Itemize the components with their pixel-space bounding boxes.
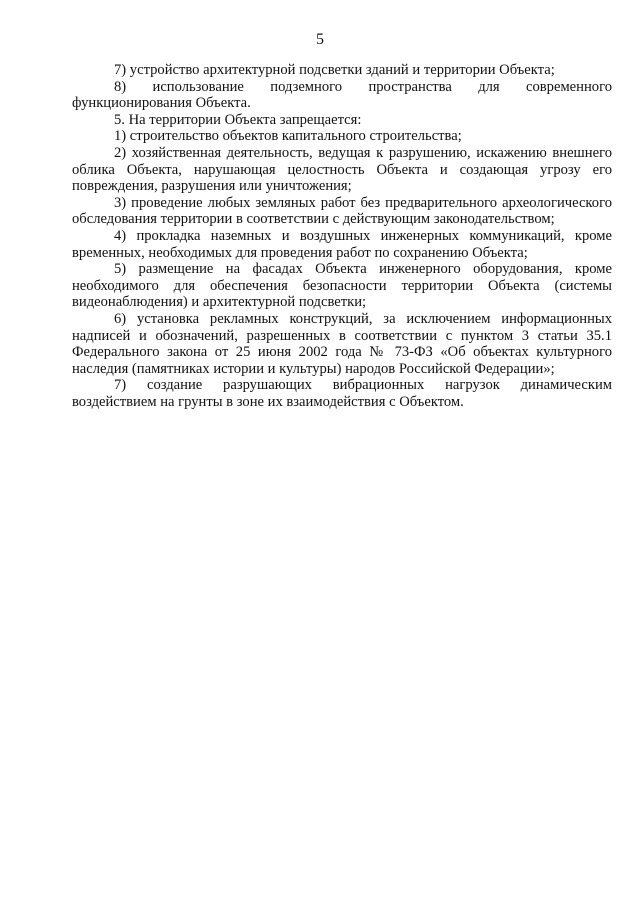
paragraph-prohibition-5: 5) размещение на фасадах Объекта инженерного оборудования, кроме необходимого для обеспечения безопасности территории Объекта (системы видеонаблюдения) и архитектурной подсветки; xyxy=(72,261,612,311)
paragraph-item-7-lighting: 7) устройство архитектурной подсветки зданий и территории Объекта; xyxy=(114,62,555,78)
document-body xyxy=(72,62,612,410)
paragraph-prohibition-4: 4) прокладка наземных и воздушных инженерных коммуникаций, кроме временных, необходимых для проведения работ по сохранению Объекта; xyxy=(72,227,612,261)
paragraph-section-5-heading: 5. На территории Объекта запрещается: xyxy=(114,111,362,128)
paragraph-prohibition-3: 3) проведение любых земляных работ без предварительного археологического обследования территории в соответствии с действующим законодательством; xyxy=(72,194,612,228)
paragraph-prohibition-1: 1) строительство объектов капитального строительства; xyxy=(114,128,462,145)
paragraph-prohibition-6: 6) установка рекламных конструкций, за исключением информационных надписей и обозначений, разрешенных в соответствии с пунктом 3 статьи 35.1 Федерального закона от 25 июня 2002 года № 73-ФЗ «Об объектах культурного наследия (памятниках истории и культуры) народов Российской Федерации»; xyxy=(72,310,612,377)
paragraph-item-8-underground: 8) использование подземного пространства для современного функционирования Объекта. xyxy=(72,78,612,112)
page-number: 5 xyxy=(316,31,324,48)
paragraph-prohibition-2: 2) хозяйственная деятельность, ведущая к разрушению, искажению внешнего облика Объекта, нарушающая целостность Объекта и создающая угрозу его повреждения, разрушения или уничтожения; xyxy=(72,144,612,195)
paragraph-prohibition-7: 7) создание разрушающих вибрационных нагрузок динамическим воздействием на грунты в зоне их взаимодействия с Объектом. xyxy=(72,377,612,410)
